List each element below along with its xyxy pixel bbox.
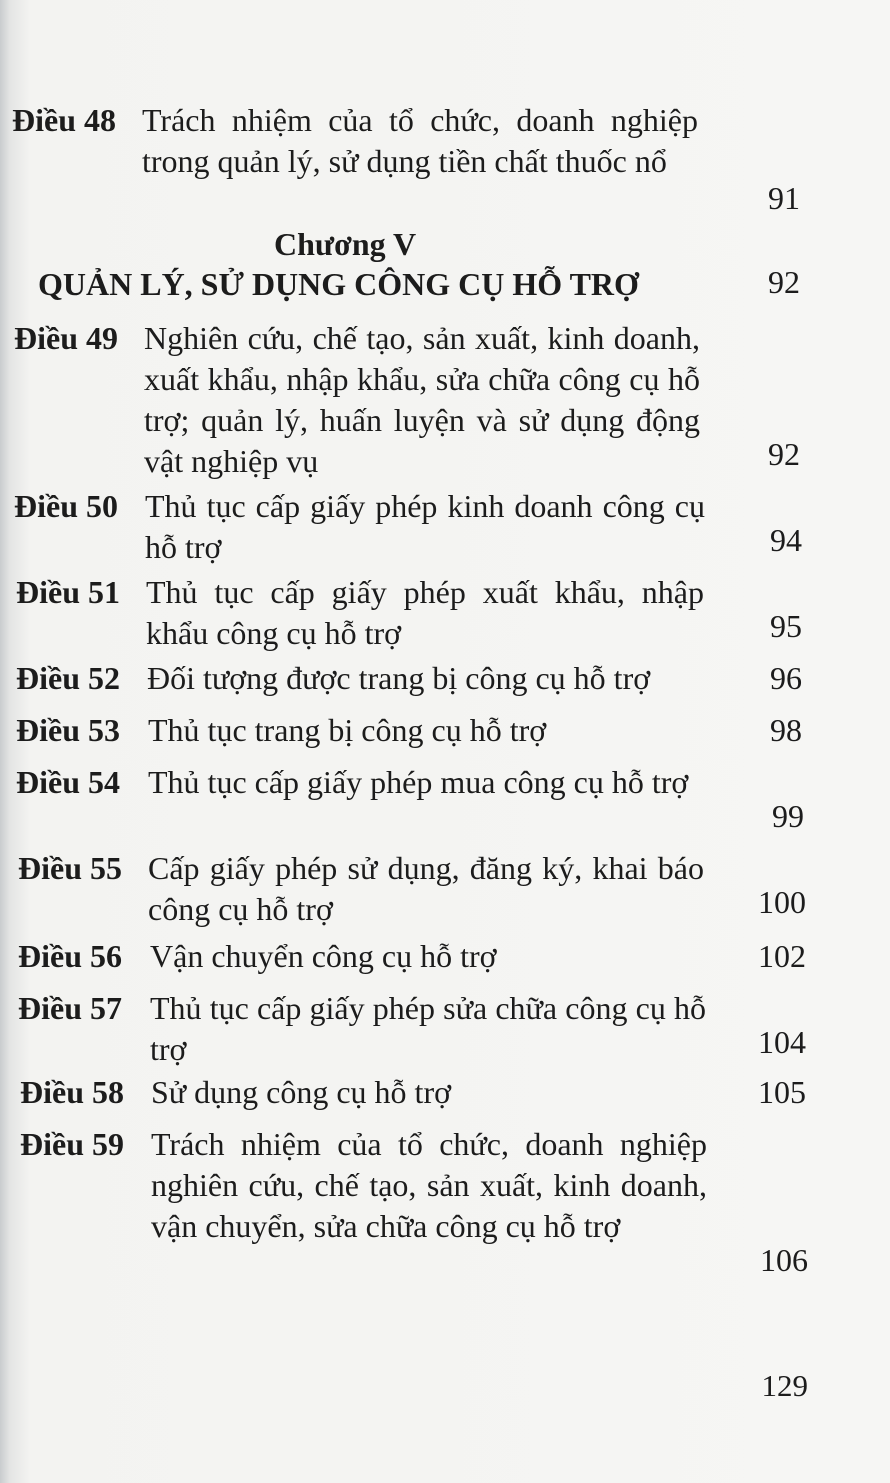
toc-entry-dieu-49 <box>0 318 890 484</box>
chapter-page-number: 92 <box>768 264 800 300</box>
entry-title: Đối tượng được trang bị công cụ hỗ trợ <box>147 660 651 696</box>
entry-label: Điều 56 <box>18 938 122 974</box>
entry-page-number: 99 <box>772 798 804 834</box>
entry-title: Thủ tục cấp giấy phép mua công cụ hỗ trợ <box>148 764 689 800</box>
entry-title: Sử dụng công cụ hỗ trợ <box>151 1074 452 1110</box>
entry-label: Điều 48 <box>12 102 116 138</box>
entry-label: Điều 59 <box>20 1126 124 1162</box>
entry-page-number: 95 <box>770 608 802 644</box>
toc-entry-dieu-59 <box>0 1124 890 1290</box>
entry-title: Thủ tục trang bị công cụ hỗ trợ <box>148 712 547 748</box>
entry-page-number: 102 <box>758 938 806 974</box>
entry-label: Điều 55 <box>18 850 122 886</box>
chapter-number: Chương V <box>274 226 417 262</box>
chapter-page-number-row <box>0 262 890 303</box>
entry-page-number: 98 <box>770 712 802 748</box>
entry-title: Nghiên cứu, chế tạo, sản xuất, kinh doanh, xuất khẩu, nhập khẩu, sửa chữa công cụ hỗ trợ; quản lý, huấn luyện và sử dụng động vật nghiệp vụ <box>144 320 700 479</box>
toc-entry-dieu-55 <box>0 848 890 932</box>
page-number: 129 <box>761 1368 808 1403</box>
toc-entry-dieu-48 <box>0 100 890 225</box>
chapter-title: QUẢN LÝ, SỬ DỤNG CÔNG CỤ HỖ TRỢ <box>38 266 639 302</box>
entry-label: Điều 50 <box>14 488 118 524</box>
entry-label: Điều 52 <box>16 660 120 696</box>
entry-page-number: 92 <box>768 436 800 472</box>
toc-entry-dieu-53 <box>0 710 890 752</box>
entry-title: Vận chuyển công cụ hỗ trợ <box>150 938 497 974</box>
entry-page-number: 106 <box>760 1242 808 1278</box>
toc-entry-dieu-58 <box>0 1072 890 1114</box>
entry-label: Điều 49 <box>14 320 118 356</box>
entry-label: Điều 58 <box>20 1074 124 1110</box>
entry-page-number: 105 <box>758 1074 806 1110</box>
entry-title: Thủ tục cấp giấy phép kinh doanh công cụ hỗ trợ <box>145 488 705 565</box>
entry-page-number: 104 <box>758 1024 806 1060</box>
entry-title: Thủ tục cấp giấy phép xuất khẩu, nhập khẩu công cụ hỗ trợ <box>146 574 704 651</box>
entry-page-number: 94 <box>770 522 802 558</box>
entry-page-number: 91 <box>768 180 800 216</box>
entry-title: Trách nhiệm của tổ chức, doanh nghiệp nghiên cứu, chế tạo, sản xuất, kinh doanh, vận chuyển, sửa chữa công cụ hỗ trợ <box>151 1126 707 1244</box>
entry-title: Cấp giấy phép sử dụng, đăng ký, khai báo công cụ hỗ trợ <box>148 850 704 927</box>
toc-entry-dieu-56 <box>0 936 890 978</box>
toc-entry-dieu-54 <box>0 762 890 846</box>
toc-entry-dieu-52 <box>0 658 890 700</box>
entry-label: Điều 51 <box>16 574 120 610</box>
entry-title: Thủ tục cấp giấy phép sửa chữa công cụ hỗ trợ <box>150 990 706 1067</box>
entry-page-number: 100 <box>758 884 806 920</box>
entry-label: Điều 57 <box>18 990 122 1026</box>
entry-label: Điều 54 <box>16 764 120 800</box>
toc-entry-dieu-57 <box>0 988 890 1072</box>
toc-entry-dieu-51 <box>0 572 890 656</box>
entry-title: Trách nhiệm của tổ chức, doanh nghiệp trong quản lý, sử dụng tiền chất thuốc nổ <box>142 102 698 179</box>
entry-label: Điều 53 <box>16 712 120 748</box>
entry-page-number: 96 <box>770 660 802 696</box>
toc-entry-dieu-50 <box>0 486 890 570</box>
